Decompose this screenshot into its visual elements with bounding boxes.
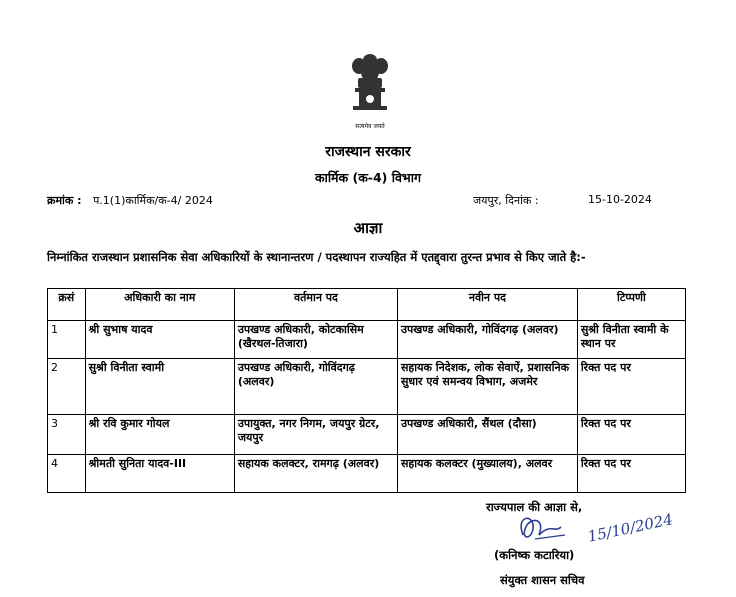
by-order-line: राज्यपाल की आज्ञा से,	[486, 500, 583, 514]
cell-remark: सुश्री विनीता स्वामी के स्थान पर	[577, 321, 685, 359]
emblem-motto: सत्यमेव जयते	[355, 123, 385, 130]
cell-remark: रिक्त पद पर	[577, 455, 685, 493]
order-date: 15-10-2024	[588, 193, 652, 206]
cell-name: श्री रवि कुमार गोयल	[85, 415, 234, 455]
intro-text: निम्नांकित राजस्थान प्रशासनिक सेवा अधिकारियों के स्थानान्तरण / पदस्थापन राज्यहित में एतद्द्वारा तुरन्त प्रभाव से किए जाते है:-	[47, 250, 586, 264]
cell-sn: 1	[48, 321, 86, 359]
cell-name: श्रीमती सुनिता यादव-III	[85, 455, 234, 493]
state-emblem	[345, 52, 395, 130]
cell-remark: रिक्त पद पर	[577, 359, 685, 415]
signatory-designation: संयुक्त शासन सचिव	[500, 573, 585, 587]
cell-current-post: उपायुक्त, नगर निगम, जयपुर ग्रेटर, जयपुर	[234, 415, 397, 455]
transfer-table	[47, 288, 686, 493]
place-date-label: जयपुर, दिनांक :	[473, 194, 539, 207]
cell-new-post: उपखण्ड अधिकारी, गोविंदगढ़ (अलवर)	[398, 321, 578, 359]
cell-name: सुश्री विनीता स्वामी	[85, 359, 234, 415]
ref-number: प.1(1)कार्मिक/क-4/ 2024	[93, 194, 213, 207]
reference-line	[47, 193, 213, 208]
cell-sn: 2	[48, 359, 86, 415]
cell-name: श्री सुभाष यादव	[85, 321, 234, 359]
signatory-name: (कनिष्क कटारिया)	[494, 548, 575, 562]
table-row	[48, 321, 686, 359]
department-name: कार्मिक (क-4) विभाग	[314, 170, 421, 185]
order-title: आज्ञा	[353, 219, 383, 237]
ref-label: क्रमांक :	[47, 194, 82, 207]
cell-new-post: सहायक कलक्टर (मुख्यालय), अलवर	[398, 455, 578, 493]
table-header-row	[48, 289, 686, 321]
cell-sn: 4	[48, 455, 86, 493]
cell-new-post: उपखण्ड अधिकारी, सैंथल (दौसा)	[398, 415, 578, 455]
cell-current-post: सहायक कलक्टर, रामगढ़ (अलवर)	[234, 455, 397, 493]
header-new-post: नवीन पद	[398, 289, 578, 321]
header-remark: टिप्पणी	[577, 289, 685, 321]
cell-new-post: सहायक निदेशक, लोक सेवाऐं, प्रशासनिक सुधार एवं समन्वय विभाग, अजमेर	[398, 359, 578, 415]
table-row	[48, 415, 686, 455]
header-current-post: वर्तमान पद	[234, 289, 397, 321]
table-row	[48, 359, 686, 415]
header-name: अधिकारी का नाम	[85, 289, 234, 321]
cell-sn: 3	[48, 415, 86, 455]
table-row	[48, 455, 686, 493]
signature-date: 15/10/2024	[586, 510, 675, 546]
government-name: राजस्थान सरकार	[325, 144, 411, 160]
cell-current-post: उपखण्ड अधिकारी, गोविंदगढ़ (अलवर)	[234, 359, 397, 415]
cell-current-post: उपखण्ड अधिकारी, कोटकासिम (खैरथल-तिजारा)	[234, 321, 397, 359]
cell-remark: रिक्त पद पर	[577, 415, 685, 455]
header-sn: क्रसं	[48, 289, 86, 321]
